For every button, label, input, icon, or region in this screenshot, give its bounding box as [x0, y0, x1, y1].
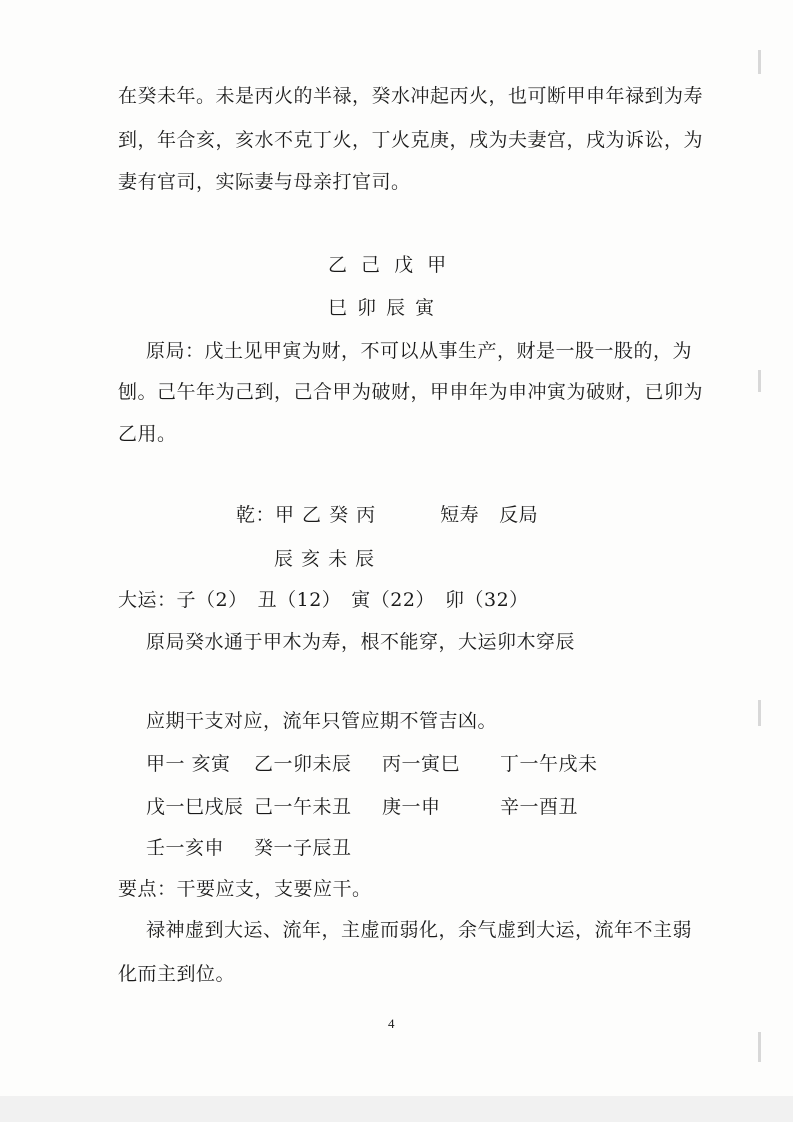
paragraph-line: 刨。己午年为己到，己合甲为破财，甲申年为申冲寅为破财，已卯为 — [118, 381, 704, 403]
table-cell: 丙一寅巳 — [382, 753, 461, 775]
dayun-label: 大运： — [118, 589, 177, 611]
scan-edge-mark — [758, 1032, 761, 1062]
scan-edge-mark — [758, 50, 761, 74]
note-short-life: 短寿 — [440, 504, 480, 526]
dayun-item: 寅（22） — [351, 589, 435, 611]
paragraph-line: 化而主到位。 — [118, 963, 236, 985]
paragraph-line: 乙用。 — [118, 423, 177, 445]
paragraph-line: 到，年合亥，亥水不克丁火，丁火克庚，戌为夫妻宫，戌为诉讼，为 — [118, 129, 704, 151]
paragraph-line: 应期干支对应，流年只管应期不管吉凶。 — [146, 710, 498, 732]
table-cell: 壬一亥申 — [146, 837, 225, 859]
dayun-item: 子（2） — [176, 589, 248, 611]
paragraph-line: 原局癸水通于甲木为寿，根不能穿，大运卯木穿辰 — [146, 631, 576, 653]
paragraph-line: 禄神虚到大运、流年，主虚而弱化，余气虚到大运，流年不主弱 — [146, 919, 693, 941]
table-cell: 丁一午戌未 — [500, 753, 598, 775]
dayun-item: 卯（32） — [444, 589, 529, 611]
bazi-branches: 巳 卯 辰 寅 — [328, 297, 437, 319]
table-row — [146, 752, 598, 776]
table-cell: 乙一卯未辰 — [254, 753, 352, 775]
scan-bottom-band — [0, 1096, 793, 1122]
bazi-chart-qian — [236, 503, 538, 527]
table-cell: 辛一酉丑 — [500, 796, 579, 818]
note-reverse: 反局 — [499, 504, 539, 526]
key-point: 要点：干要应支，支要应干。 — [118, 878, 372, 900]
qian-branches: 辰 亥 未 辰 — [274, 548, 376, 570]
dayun-item: 丑（12） — [257, 589, 342, 611]
page-number: 4 — [388, 1016, 395, 1031]
table-cell: 庚一申 — [382, 796, 441, 818]
qian-prefix: 乾： — [236, 504, 276, 526]
qian-stems: 甲 乙 癸 丙 — [275, 504, 377, 526]
scan-edge-mark — [758, 700, 761, 726]
dayun-line — [118, 588, 529, 612]
table-row — [146, 836, 352, 860]
paragraph-line: 妻有官司，实际妻与母亲打官司。 — [118, 171, 411, 193]
table-cell: 癸一子辰丑 — [254, 837, 352, 859]
table-cell: 己一午未丑 — [254, 796, 352, 818]
paragraph-line: 在癸未年。未是丙火的半禄，癸水冲起丙火，也可断甲申年禄到为寿 — [118, 85, 704, 107]
paragraph-line: 原局：戊土见甲寅为财，不可以从事生产，财是一股一股的，为 — [146, 340, 693, 362]
table-cell: 戊一巳戌辰 — [146, 796, 244, 818]
scan-edge-mark — [758, 370, 761, 392]
bazi-stems: 乙 己 戊 甲 — [328, 254, 451, 276]
table-row — [146, 795, 578, 819]
table-cell: 甲一 亥寅 — [146, 753, 231, 775]
